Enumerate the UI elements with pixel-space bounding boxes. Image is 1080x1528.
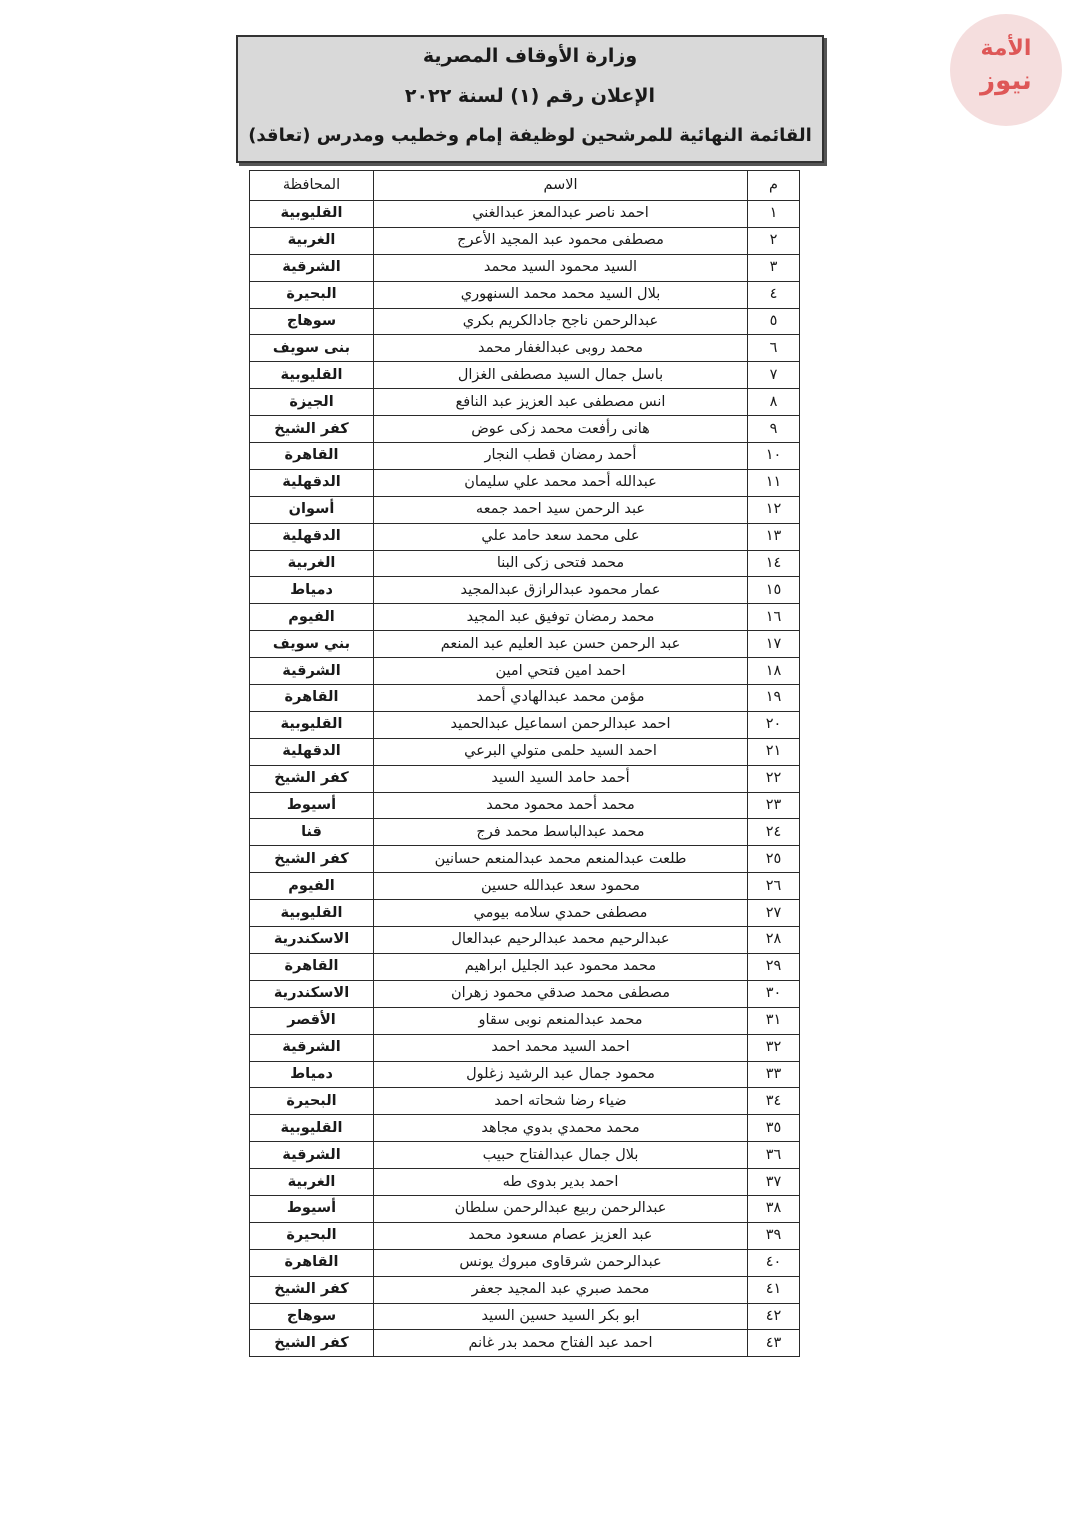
- governorate: الاسكندرية: [250, 927, 374, 954]
- governorate: الجيزة: [250, 389, 374, 416]
- governorate: البحيرة: [250, 1088, 374, 1115]
- table-row: [250, 631, 800, 658]
- governorate: الدقهلية: [250, 523, 374, 550]
- table-row: [250, 227, 800, 254]
- candidate-name: انس مصطفى عبد العزيز عبد النافع: [374, 389, 748, 416]
- table-row: [250, 496, 800, 523]
- ministry-title: وزارة الأوقاف المصرية: [422, 45, 638, 67]
- news-logo-watermark: [950, 14, 1062, 126]
- candidate-name: احمد السيد حلمى متولي البرعي: [374, 738, 748, 765]
- row-number: ٢: [748, 227, 800, 254]
- governorate: أسيوط: [250, 792, 374, 819]
- row-number: ٣: [748, 254, 800, 281]
- governorate: القليوبية: [250, 1115, 374, 1142]
- row-number: ٣٨: [748, 1195, 800, 1222]
- governorate: الغربية: [250, 550, 374, 577]
- governorate: الغربية: [250, 1169, 374, 1196]
- table-row: [250, 685, 800, 712]
- governorate: الشرقية: [250, 254, 374, 281]
- column-header-number: م: [748, 171, 800, 201]
- candidate-name: بلال جمال عبدالفتاح حبيب: [374, 1142, 748, 1169]
- governorate: أسوان: [250, 496, 374, 523]
- candidate-name: احمد السيد محمد احمد: [374, 1034, 748, 1061]
- candidate-name: مصطفى حمدي سلامه بيومي: [374, 900, 748, 927]
- candidate-name: عبدالرحمن ناجح جادالكريم بكري: [374, 308, 748, 335]
- governorate: الاسكندرية: [250, 980, 374, 1007]
- governorate: كفر الشيخ: [250, 1276, 374, 1303]
- table-row: [250, 953, 800, 980]
- candidate-name: محمد محمدي بدوي مجاهد: [374, 1115, 748, 1142]
- candidate-name: احمد امين فتحي امين: [374, 658, 748, 685]
- candidate-name: محمد عبدالباسط محمد فرج: [374, 819, 748, 846]
- table-row: [250, 443, 800, 470]
- row-number: ٥: [748, 308, 800, 335]
- governorate: دمياط: [250, 1061, 374, 1088]
- table-row: [250, 658, 800, 685]
- governorate: الفيوم: [250, 604, 374, 631]
- row-number: ٤٠: [748, 1249, 800, 1276]
- candidate-name: محمد رمضان توفيق عبد المجيد: [374, 604, 748, 631]
- candidate-name: عبد العزيز عصام مسعود محمد: [374, 1222, 748, 1249]
- table-row: [250, 980, 800, 1007]
- governorate: الدقهلية: [250, 738, 374, 765]
- candidate-name: محمد روبى عبدالغفار محمد: [374, 335, 748, 362]
- governorate: كفر الشيخ: [250, 1330, 374, 1357]
- row-number: ١٣: [748, 523, 800, 550]
- row-number: ١٦: [748, 604, 800, 631]
- governorate: القليوبية: [250, 711, 374, 738]
- table-row: [250, 792, 800, 819]
- row-number: ٧: [748, 362, 800, 389]
- row-number: ٣٦: [748, 1142, 800, 1169]
- table-row: [250, 1088, 800, 1115]
- governorate: الشرقية: [250, 1034, 374, 1061]
- governorate: البحيرة: [250, 281, 374, 308]
- candidate-name: باسل جمال السيد مصطفى الغزال: [374, 362, 748, 389]
- table-row: [250, 416, 800, 443]
- row-number: ٢١: [748, 738, 800, 765]
- candidate-name: بلال السيد محمد محمد السنهوري: [374, 281, 748, 308]
- table-row: [250, 1330, 800, 1357]
- row-number: ٢٩: [748, 953, 800, 980]
- table-row: [250, 873, 800, 900]
- governorate: بني سويف: [250, 631, 374, 658]
- governorate: كفر الشيخ: [250, 846, 374, 873]
- table-row: [250, 738, 800, 765]
- row-number: ٦: [748, 335, 800, 362]
- row-number: ٨: [748, 389, 800, 416]
- table-row: [250, 1195, 800, 1222]
- governorate: الدقهلية: [250, 469, 374, 496]
- table-row: [250, 308, 800, 335]
- row-number: ٢٦: [748, 873, 800, 900]
- candidate-name: هانى رأفعت محمد زكى عوض: [374, 416, 748, 443]
- row-number: ٢٣: [748, 792, 800, 819]
- watermark-line-1: الأمة: [980, 36, 1032, 61]
- candidate-name: على محمد سعد حامد علي: [374, 523, 748, 550]
- candidate-name: ضياء رضا شحاته احمد: [374, 1088, 748, 1115]
- governorate: سوهاج: [250, 308, 374, 335]
- governorate: سوهاج: [250, 1303, 374, 1330]
- row-number: ٤١: [748, 1276, 800, 1303]
- column-header-governorate: المحافظة: [250, 171, 374, 201]
- candidate-name: عبدالرحيم محمد عبدالرحيم عبدالعال: [374, 927, 748, 954]
- column-header-name: الاسم: [374, 171, 748, 201]
- table-row: [250, 1169, 800, 1196]
- table-row: [250, 711, 800, 738]
- candidate-name: عبد الرحمن سيد احمد جمعه: [374, 496, 748, 523]
- table-row: [250, 1061, 800, 1088]
- table-row: [250, 335, 800, 362]
- row-number: ١٤: [748, 550, 800, 577]
- governorate: بنى سويف: [250, 335, 374, 362]
- candidate-name: مؤمن محمد عبدالهادي أحمد: [374, 685, 748, 712]
- candidate-name: محمود سعد عبدالله حسين: [374, 873, 748, 900]
- candidate-name: محمد محمود عبد الجليل ابراهيم: [374, 953, 748, 980]
- candidates-table: [249, 170, 800, 1357]
- table-row: [250, 1034, 800, 1061]
- table-row: [250, 1276, 800, 1303]
- candidate-name: ابو بكر السيد حسين السيد: [374, 1303, 748, 1330]
- table-row: [250, 819, 800, 846]
- table-row: [250, 927, 800, 954]
- governorate: القاهرة: [250, 953, 374, 980]
- governorate: القليوبية: [250, 201, 374, 228]
- candidate-name: احمد عبد الفتاح محمد بدر غانم: [374, 1330, 748, 1357]
- candidate-name: محمد أحمد محمود محمد: [374, 792, 748, 819]
- row-number: ٢٥: [748, 846, 800, 873]
- row-number: ٢٤: [748, 819, 800, 846]
- candidate-name: عبد الرحمن حسن عبد العليم عبد المنعم: [374, 631, 748, 658]
- table-row: [250, 523, 800, 550]
- row-number: ٣٩: [748, 1222, 800, 1249]
- candidate-name: أحمد رمضان قطب النجار: [374, 443, 748, 470]
- table-row: [250, 389, 800, 416]
- candidate-name: عبدالله أحمد محمد علي سليمان: [374, 469, 748, 496]
- table-row: [250, 1007, 800, 1034]
- row-number: ٩: [748, 416, 800, 443]
- table-row: [250, 1115, 800, 1142]
- governorate: الشرقية: [250, 658, 374, 685]
- row-number: ٤٣: [748, 1330, 800, 1357]
- table-row: [250, 469, 800, 496]
- table-row: [250, 362, 800, 389]
- row-number: ٣٠: [748, 980, 800, 1007]
- table-row: [250, 1303, 800, 1330]
- watermark-line-2: نيوز: [980, 66, 1032, 96]
- row-number: ٣٤: [748, 1088, 800, 1115]
- governorate: القاهرة: [250, 443, 374, 470]
- candidate-name: احمد بدير بدوى طه: [374, 1169, 748, 1196]
- table-row: [250, 900, 800, 927]
- row-number: ٢٠: [748, 711, 800, 738]
- governorate: الأقصر: [250, 1007, 374, 1034]
- row-number: ١٠: [748, 443, 800, 470]
- row-number: ٤: [748, 281, 800, 308]
- governorate: الشرقية: [250, 1142, 374, 1169]
- candidate-name: محمود جمال عبد الرشيد زغلول: [374, 1061, 748, 1088]
- row-number: ٣٣: [748, 1061, 800, 1088]
- table-body: [250, 201, 800, 1357]
- document-header: [236, 35, 824, 163]
- row-number: ١٨: [748, 658, 800, 685]
- row-number: ٤٢: [748, 1303, 800, 1330]
- governorate: كفر الشيخ: [250, 416, 374, 443]
- table-header-row: [250, 171, 800, 201]
- candidate-name: محمد فتحى زكى البنا: [374, 550, 748, 577]
- row-number: ١: [748, 201, 800, 228]
- governorate: دمياط: [250, 577, 374, 604]
- row-number: ٣٥: [748, 1115, 800, 1142]
- candidate-name: مصطفى محمد صدقي محمود زهران: [374, 980, 748, 1007]
- governorate: البحيرة: [250, 1222, 374, 1249]
- row-number: ٢٨: [748, 927, 800, 954]
- candidate-name: محمد صبري عبد المجيد جعفر: [374, 1276, 748, 1303]
- governorate: القليوبية: [250, 362, 374, 389]
- table-row: [250, 254, 800, 281]
- governorate: قنا: [250, 819, 374, 846]
- candidate-name: طلعت عبدالمنعم محمد عبدالمنعم حسانين: [374, 846, 748, 873]
- candidate-name: احمد ناصر عبدالمعز عبدالغني: [374, 201, 748, 228]
- candidate-name: احمد عبدالرحمن اسماعيل عبدالحميد: [374, 711, 748, 738]
- row-number: ١٥: [748, 577, 800, 604]
- table-row: [250, 281, 800, 308]
- governorate: كفر الشيخ: [250, 765, 374, 792]
- announcement-number: الإعلان رقم (١) لسنة ٢٠٢٢: [404, 85, 656, 107]
- row-number: ٣٧: [748, 1169, 800, 1196]
- row-number: ١٧: [748, 631, 800, 658]
- row-number: ١٢: [748, 496, 800, 523]
- list-subtitle: القائمة النهائية للمرشحين لوظيفة إمام وخطيب ومدرس (تعاقد): [248, 125, 812, 146]
- table-row: [250, 201, 800, 228]
- row-number: ٣١: [748, 1007, 800, 1034]
- table-row: [250, 1222, 800, 1249]
- candidate-name: السيد محمود السيد محمد: [374, 254, 748, 281]
- row-number: ٢٢: [748, 765, 800, 792]
- table-row: [250, 1142, 800, 1169]
- governorate: القاهرة: [250, 1249, 374, 1276]
- row-number: ١٩: [748, 685, 800, 712]
- table-row: [250, 846, 800, 873]
- row-number: ٢٧: [748, 900, 800, 927]
- candidate-name: محمد عبدالمنعم نوبى سقاو: [374, 1007, 748, 1034]
- governorate: الفيوم: [250, 873, 374, 900]
- row-number: ٣٢: [748, 1034, 800, 1061]
- table-row: [250, 765, 800, 792]
- candidate-name: مصطفى محمود عبد المجيد الأعرج: [374, 227, 748, 254]
- candidate-name: عبدالرحمن شرقاوى مبروك يونس: [374, 1249, 748, 1276]
- table-row: [250, 1249, 800, 1276]
- governorate: القليوبية: [250, 900, 374, 927]
- table-row: [250, 604, 800, 631]
- candidate-name: عبدالرحمن ربيع عبدالرحمن سلطان: [374, 1195, 748, 1222]
- table-row: [250, 577, 800, 604]
- candidate-name: عمار محمود عبدالرازق عبدالمجيد: [374, 577, 748, 604]
- candidate-name: أحمد حامد السيد السيد: [374, 765, 748, 792]
- governorate: الغربية: [250, 227, 374, 254]
- governorate: القاهرة: [250, 685, 374, 712]
- governorate: أسيوط: [250, 1195, 374, 1222]
- table-row: [250, 550, 800, 577]
- row-number: ١١: [748, 469, 800, 496]
